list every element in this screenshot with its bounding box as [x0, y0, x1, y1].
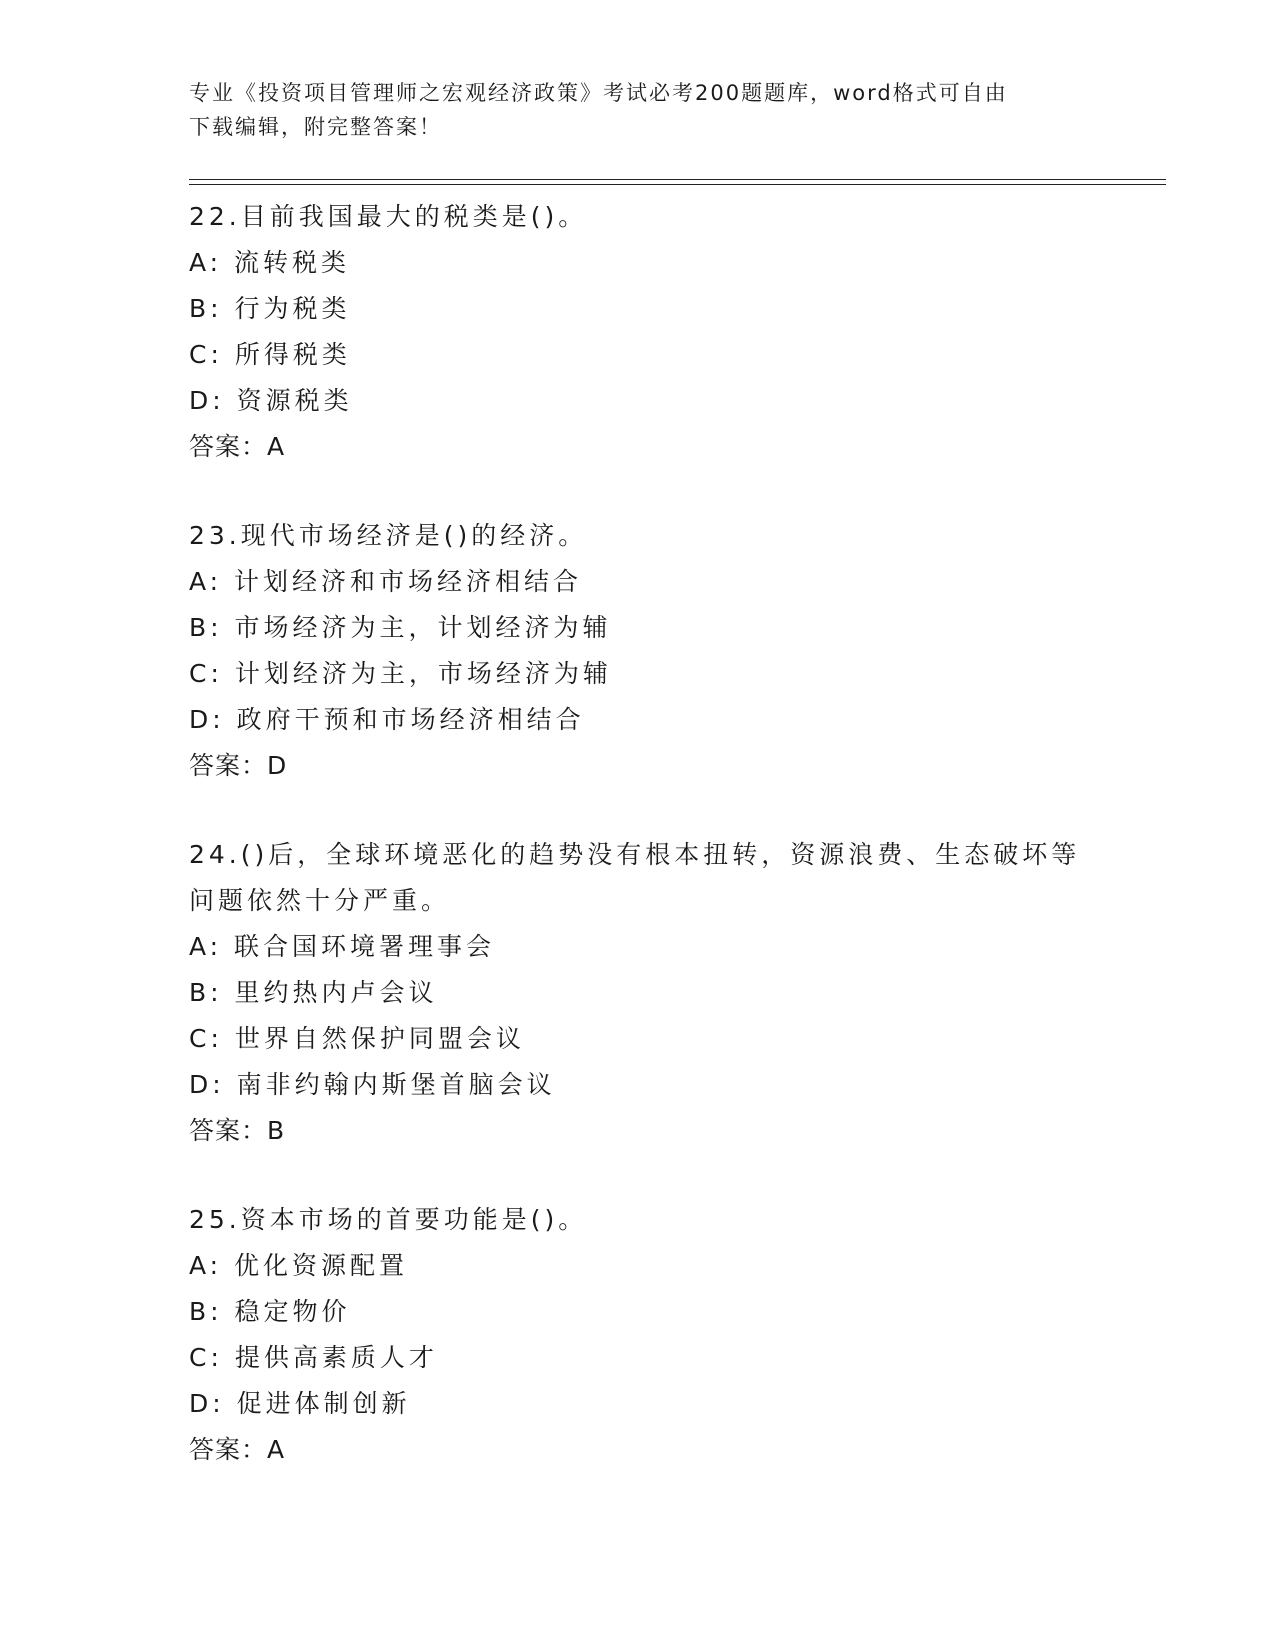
answer: 答案：A — [189, 432, 286, 461]
answer: 答案：A — [189, 1435, 286, 1464]
option-d: D: 促进体制创新 — [189, 1389, 411, 1418]
answer: 答案：D — [189, 751, 288, 780]
header-divider-bottom — [189, 184, 1166, 185]
intro-line-2: 下载编辑，附完整答案！ — [189, 115, 442, 139]
option-c: C: 计划经济为主，市场经济为辅 — [189, 659, 612, 688]
option-d: D: 政府干预和市场经济相结合 — [189, 705, 585, 734]
option-b: B: 稳定物价 — [189, 1297, 351, 1326]
option-c: C: 所得税类 — [189, 340, 351, 369]
option-a: A: 优化资源配置 — [189, 1251, 409, 1280]
option-d: D: 南非约翰内斯堡首脑会议 — [189, 1070, 556, 1099]
option-a: A: 联合国环境署理事会 — [189, 932, 496, 961]
intro-line-1: 专业《投资项目管理师之宏观经济政策》考试必考200题题库，word格式可自由 — [189, 81, 1008, 105]
document-intro — [189, 76, 1089, 144]
question-title: 23.现代市场经济是()的经济。 — [189, 521, 588, 550]
question-title-line-2: 问题依然十分严重。 — [189, 886, 451, 915]
question-title: 22.目前我国最大的税类是()。 — [189, 202, 588, 231]
question-23 — [189, 513, 1089, 789]
option-a: A: 计划经济和市场经济相结合 — [189, 567, 583, 596]
question-25 — [189, 1197, 1089, 1473]
option-b: B: 行为税类 — [189, 294, 351, 323]
option-c: C: 世界自然保护同盟会议 — [189, 1024, 525, 1053]
question-title: 25.资本市场的首要功能是()。 — [189, 1205, 588, 1234]
option-d: D: 资源税类 — [189, 386, 353, 415]
answer: 答案：B — [189, 1116, 286, 1145]
option-a: A: 流转税类 — [189, 248, 351, 277]
question-24 — [189, 832, 1089, 1154]
question-title-line-1: 24.()后，全球环境恶化的趋势没有根本扭转，资源浪费、生态破坏等 — [189, 840, 1081, 869]
option-b: B: 里约热内卢会议 — [189, 978, 438, 1007]
question-22 — [189, 194, 1089, 470]
option-c: C: 提供高素质人才 — [189, 1343, 438, 1372]
header-divider-top — [189, 179, 1166, 180]
option-b: B: 市场经济为主，计划经济为辅 — [189, 613, 612, 642]
question-list — [189, 194, 1089, 1516]
